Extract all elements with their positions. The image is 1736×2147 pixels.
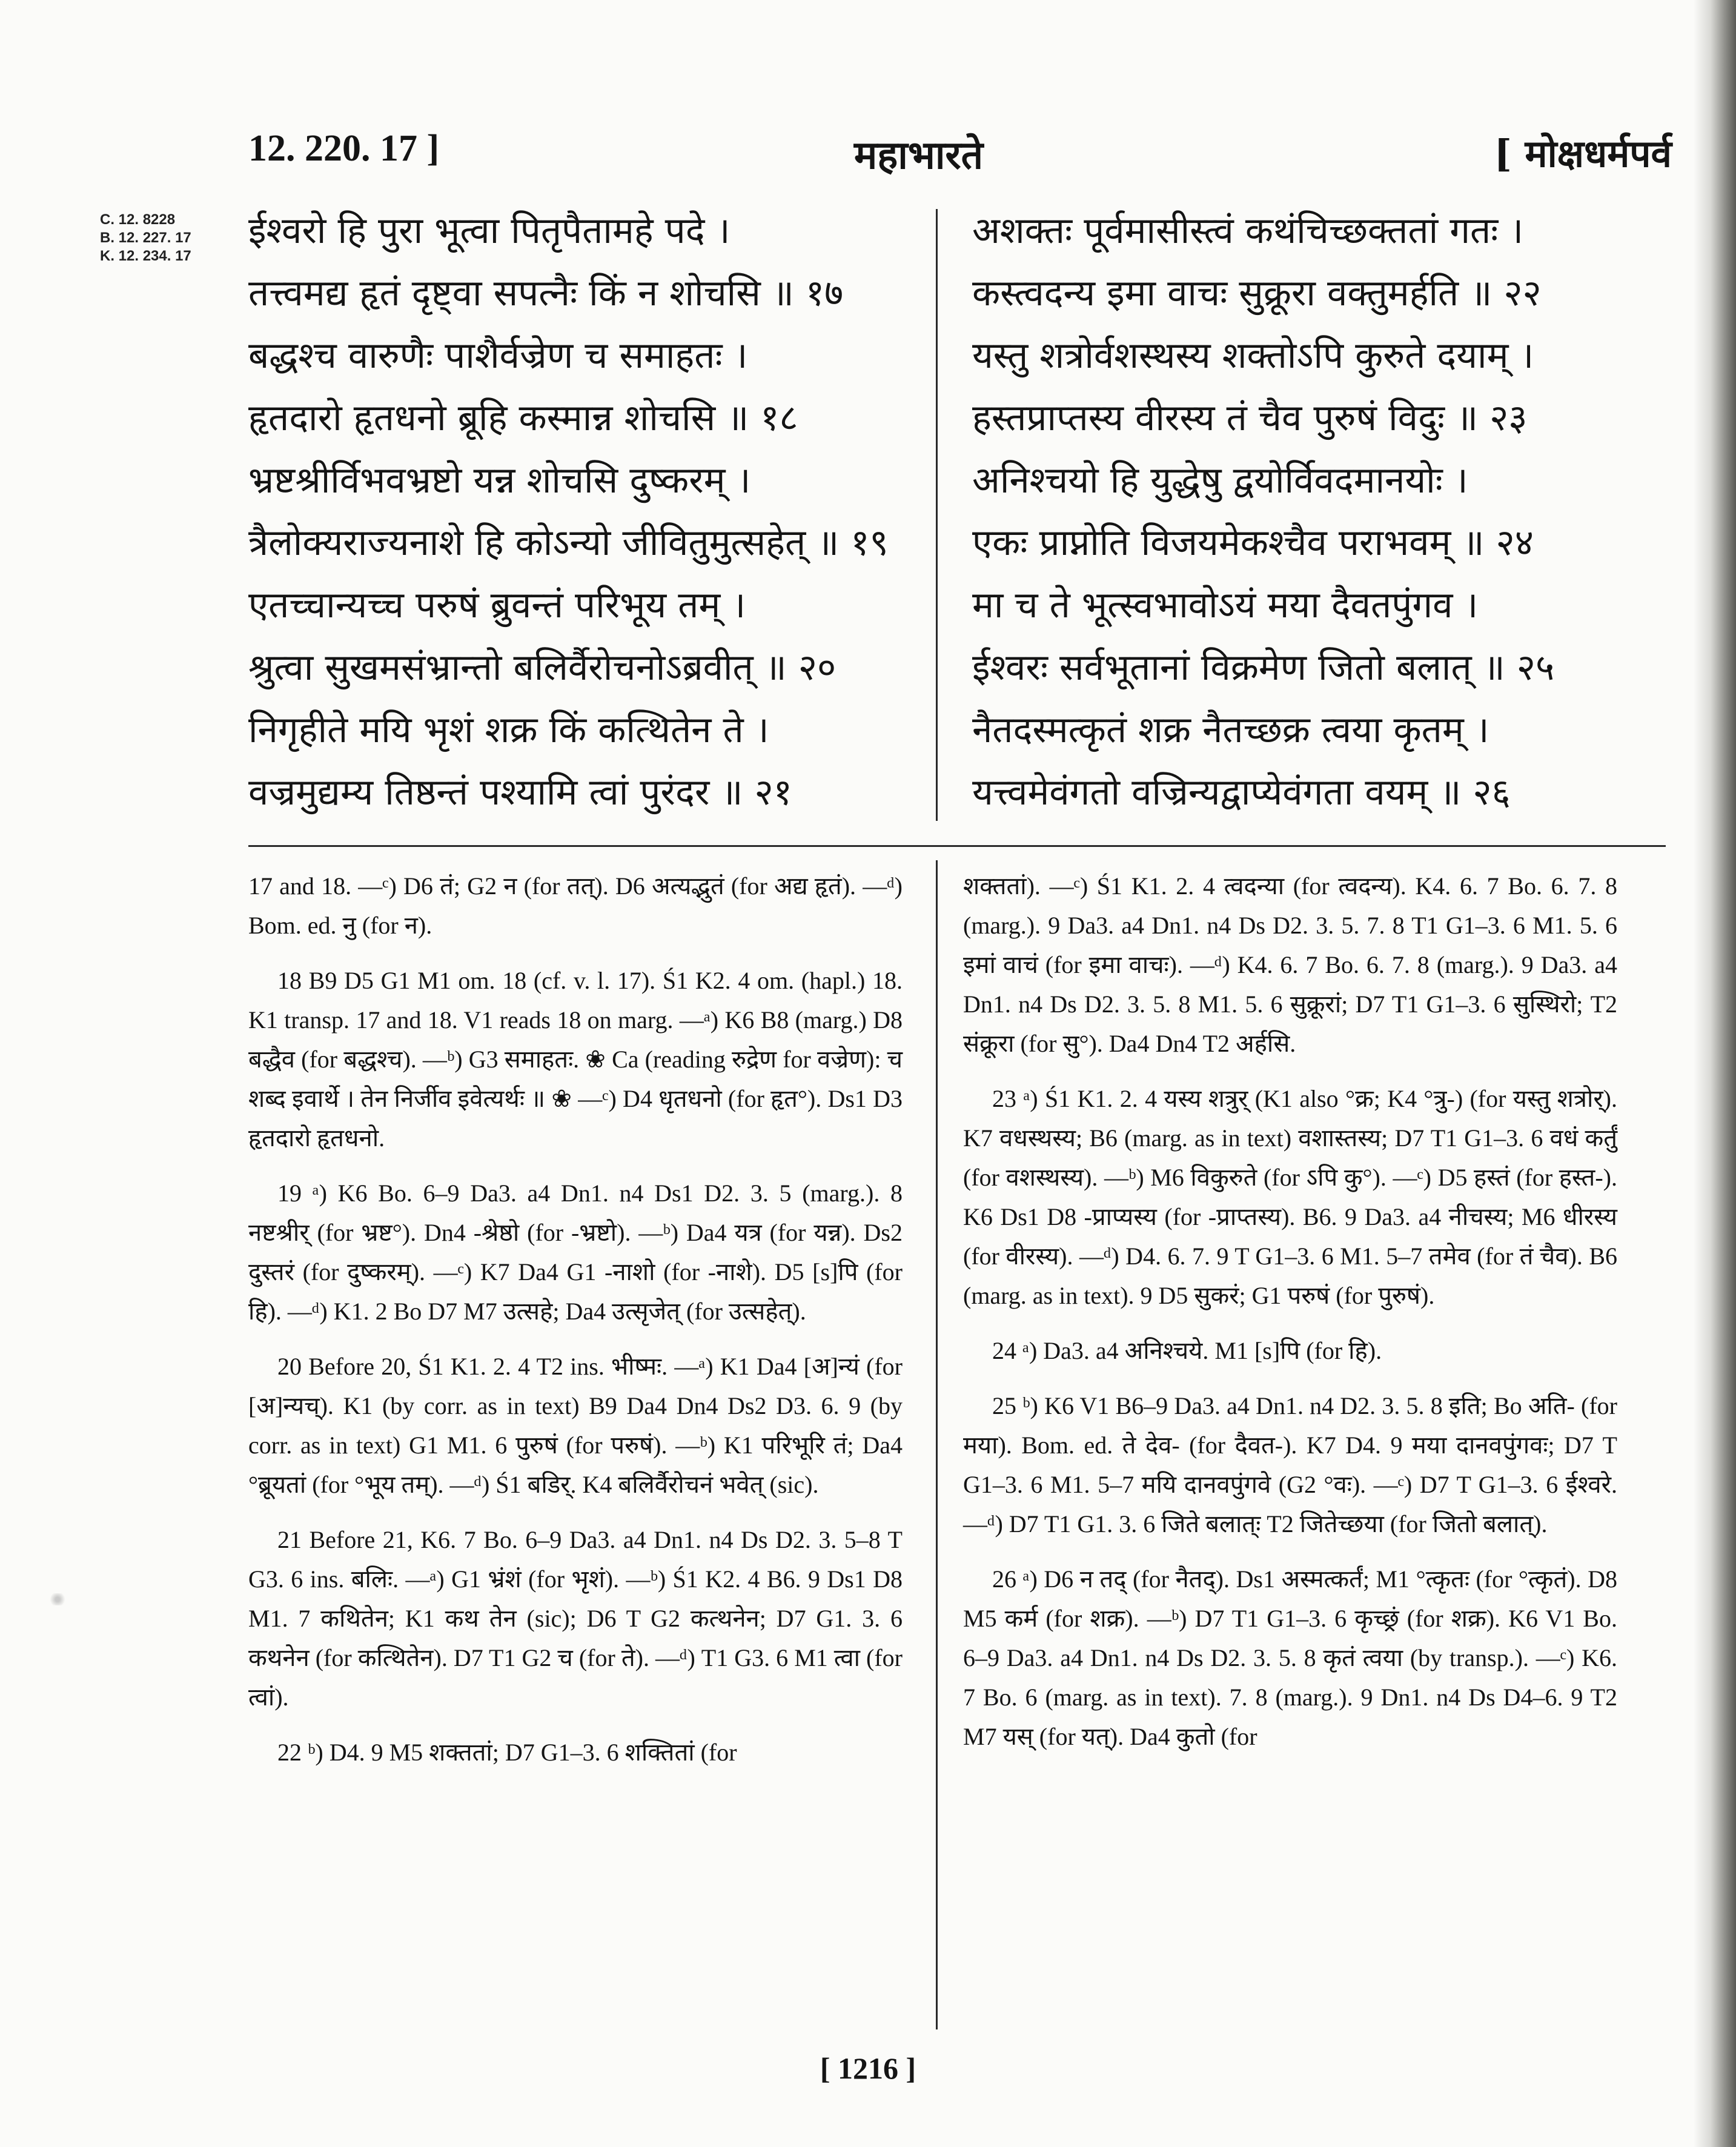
verse-line: निगृहीते मयि भृशं शक्र किं कत्थितेन ते । (248, 709, 769, 751)
verse-column-divider (936, 209, 938, 821)
verse-reference: 12. 220. 17 ] (248, 128, 440, 169)
notes-column-divider (936, 860, 938, 2029)
page-header (248, 115, 1672, 182)
section-title: [ मोक्षधर्मपर्व (1494, 131, 1672, 176)
note-paragraph: 22 ᵇ) D4. 9 M5 शक्ततां; D7 G1–3. 6 शक्तितां (for (277, 1739, 737, 1766)
critical-notes-left (248, 866, 903, 1788)
verse-line: नैतदस्मत्कृतं शक्र नैतच्छक्र त्वया कृतम् । (972, 709, 1489, 751)
verse-line: मा च ते भूत्स्वभावोऽयं मया दैवतपुंगव । (972, 584, 1479, 626)
note-paragraph: 25 ᵇ) K6 V1 B6–9 Da3. a4 Dn1. n4 D2. 3. 5. 8 इति; Bo अति- (for मया). Bom. ed. ते देव- (for दैवत-). K7 D4. 9 मया दानवपुंगवः; D7 T G1–3. 6 M1. 5–7 मयि दानवपुंगवे (G2 °वः). —ᶜ) D7 T G1–3. 6 ईश्वरे. —ᵈ) D7 T1 G1. 3. 6 जिते बलात्ः T2 जितेच्छया (for जितो बलात्). (963, 1392, 1617, 1538)
verse-line: भ्रष्टश्रीर्विभवभ्रष्टो यन्न शोचसि दुष्करम् । (248, 459, 751, 502)
verse-line: बद्धश्च वारुणैः पाशैर्वज्रेण च समाहतः । (248, 334, 748, 377)
verse-line: त्रैलोक्यराज्यनाशे हि कोऽन्यो जीवितुमुत्सहेत् ॥ १९ (248, 522, 889, 564)
book-title: महाभारते (854, 133, 984, 178)
verse-line: एतच्चान्यच्च परुषं ब्रुवन्तं परिभूय तम् । (248, 584, 746, 626)
note-paragraph: 18 B9 D5 G1 M1 om. 18 (cf. v. l. 17). Ś1 K2. 4 om. (hapl.) 18. K1 transp. 17 and 18. V1 reads 18 on marg. —ᵃ) K6 B8 (marg.) D8 बद्धैव (for बद्धश्च). —ᵇ) G3 समाहतः. ❀ Ca (reading रुद्रेण for वज्रेण): च शब्द इवार्थे । तेन निर्जीव इवेत्यर्थः ॥ ❀ —ᶜ) D4 धृतधनो (for हृत°). Ds1 D3 हृतदारो हृतधनो. (248, 967, 903, 1152)
verse-line: तत्त्वमद्य हृतं दृष्ट्वा सपत्नैः किं न शोचसि ॥ १७ (248, 272, 844, 314)
critical-notes-right (963, 866, 1617, 1772)
verse-line: हृतदारो हृतधनो ब्रूहि कस्मान्न शोचसि ॥ १८ (248, 397, 798, 439)
verse-line: यत्त्वमेवंगतो वज्रिन्यद्वाप्येवंगता वयम् ॥ २६ (972, 771, 1511, 814)
verse-column-right (972, 200, 1645, 824)
concordance-references (100, 211, 191, 265)
verse-line: एकः प्राप्नोति विजयमेकश्चैव पराभवम् ॥ २४ (972, 522, 1534, 564)
verse-line: कस्त्वदन्य इमा वाचः सुक्रूरा वक्तुमर्हति ॥ २२ (972, 272, 1542, 314)
note-paragraph: 20 Before 20, Ś1 K1. 2. 4 T2 ins. भीष्मः. —ᵃ) K1 Da4 [अ]न्यं (for [अ]न्यच्). K1 (by corr. as in text) B9 Da4 Dn4 Ds2 D3. 6. 9 (by corr. as in text) G1 M1. 6 पुरुषं (for परुषं). —ᵇ) K1 परिभूरि तं; Da4 °ब्रूयतां (for °भूय तम्). —ᵈ) Ś1 बडिर्. K4 बलिर्वैरोचनं भवेत् (sic). (248, 1353, 903, 1498)
scan-speck (48, 1593, 67, 1605)
concordance-b: B. 12. 227. 17 (100, 230, 191, 246)
note-paragraph: 21 Before 21, K6. 7 Bo. 6–9 Da3. a4 Dn1. n4 Ds D2. 3. 5–8 T G3. 6 ins. बलिः. —ᵃ) G1 भ्रंशं (for भृशं). —ᵇ) Ś1 K2. 4 B6. 9 Ds1 D8 M1. 7 कथितेन; K1 कथ तेन (sic); D6 T G2 कत्थनेन; D7 G1. 3. 6 कथनेन (for कत्थितेन). D7 T1 G2 च (for ते). —ᵈ) T1 G3. 6 M1 त्वा (for त्वां). (248, 1526, 903, 1711)
note-paragraph: 23 ᵃ) Ś1 K1. 2. 4 यस्य शत्रुर् (K1 also °क्र; K4 °त्रु-) (for यस्तु शत्रोर्). K7 वधस्थस्य; B6 (marg. as in text) वशास्तस्य; D7 T1 G1–3. 6 वधं कर्तुं (for वशस्थस्य). —ᵇ) M6 विकुरुते (for ऽपि कु°). —ᶜ) D5 हस्तं (for हस्त-). K6 Ds1 D8 -प्राप्यस्य (for -प्राप्तस्य). B6. 9 Da3. a4 नीचस्य; M6 धीरस्य (for वीरस्य). —ᵈ) D4. 6. 7. 9 T G1–3. 6 M1. 5–7 तमेव (for तं चैव). B6 (marg. as in text). 9 D5 सुकरं; G1 परुषं (for पुरुषं). (963, 1085, 1617, 1309)
verse-line: श्रुत्वा सुखमसंभ्रान्तो बलिर्वैरोचनोऽब्रवीत् ॥ २० (248, 646, 837, 689)
apparatus-separator (248, 845, 1666, 847)
verse-column-left (248, 200, 921, 824)
verse-line: हस्तप्राप्तस्य वीरस्य तं चैव पुरुषं विदुः ॥ २३ (972, 397, 1528, 439)
note-paragraph: 26 ᵃ) D6 न तद् (for नैतद्). Ds1 अस्मत्कर्तं; M1 °त्कृतः (for °त्कृतं). D8 M5 कर्म (for शक्र). —ᵇ) D7 T1 G1–3. 6 कृच्छ्रं (for शक्र). K6 V1 Bo. 6–9 Da3. a4 Dn1. n4 Ds D2. 3. 5. 8 कृतं त्वया (by transp.). —ᶜ) K6. 7 Bo. 6 (marg. as in text). 7. 8 (marg.). 9 Dn1. n4 Ds D4–6. 9 T2 M7 यस् (for यत्). Da4 कुतो (for (963, 1565, 1617, 1750)
note-paragraph: 24 ᵃ) Da3. a4 अनिश्चये. M1 [s]पि (for हि). (992, 1337, 1382, 1364)
page-binding-edge (1694, 0, 1736, 2147)
verse-line: अनिश्चयो हि युद्धेषु द्वयोर्विवदमानयोः । (972, 459, 1468, 502)
verse-line: यस्तु शत्रोर्वशस्थस्य शक्तोऽपि कुरुते दयाम् । (972, 334, 1534, 377)
verse-line: ईश्वरः सर्वभूतानां विक्रमेण जितो बलात् ॥ २५ (972, 646, 1555, 689)
note-paragraph: 19 ᵃ) K6 Bo. 6–9 Da3. a4 Dn1. n4 Ds1 D2. 3. 5 (marg.). 8 नष्टश्रीर् (for भ्रष्ट°). Dn4 -श्रेष्ठो (for -भ्रष्टो). —ᵇ) Da4 यत्र (for यन्न). Ds2 दुस्तरं (for दुष्करम्). —ᶜ) K7 Da4 G1 -नाशो (for -नाशे). D5 [s]पि (for हि). —ᵈ) K1. 2 Bo D7 M7 उत्सहे; Da4 उत्सृजेत् (for उत्सहेत्). (248, 1180, 903, 1325)
verse-line: वज्रमुद्यम्य तिष्ठन्तं पश्यामि त्वां पुरंदर ॥ २१ (248, 771, 792, 814)
verse-line: ईश्वरो हि पुरा भूत्वा पितृपैतामहे पदे । (248, 210, 731, 252)
verse-line: अशक्तः पूर्वमासीस्त्वं कथंचिच्छक्ततां गतः । (972, 210, 1524, 252)
concordance-k: K. 12. 234. 17 (100, 248, 191, 264)
concordance-c: C. 12. 8228 (100, 211, 176, 228)
note-paragraph: 17 and 18. —ᶜ) D6 तं; G2 न (for तत्). D6 अत्यद्भुतं (for अद्य हृतं). —ᵈ) Bom. ed. नु (for न). (248, 872, 903, 939)
page-number: [ 1216 ] (820, 2051, 916, 2085)
note-paragraph: शक्ततां). —ᶜ) Ś1 K1. 2. 4 त्वदन्या (for त्वदन्य). K4. 6. 7 Bo. 6. 7. 8 (marg.). 9 Da3. a4 Dn1. n4 Ds D2. 3. 5. 7. 8 T1 G1–3. 6 M1. 5. 6 इमां वाचं (for इमा वाचः). —ᵈ) K4. 6. 7 Bo. 6. 7. 8 (marg.). 9 Da3. a4 Dn1. n4 Ds D2. 3. 5. 8 M1. 5. 6 सुक्रूरां; D7 T1 G1–3. 6 सुस्थिरो; T2 संक्रूरा (for सु°). Da4 Dn4 T2 अर्हसि. (963, 872, 1617, 1057)
